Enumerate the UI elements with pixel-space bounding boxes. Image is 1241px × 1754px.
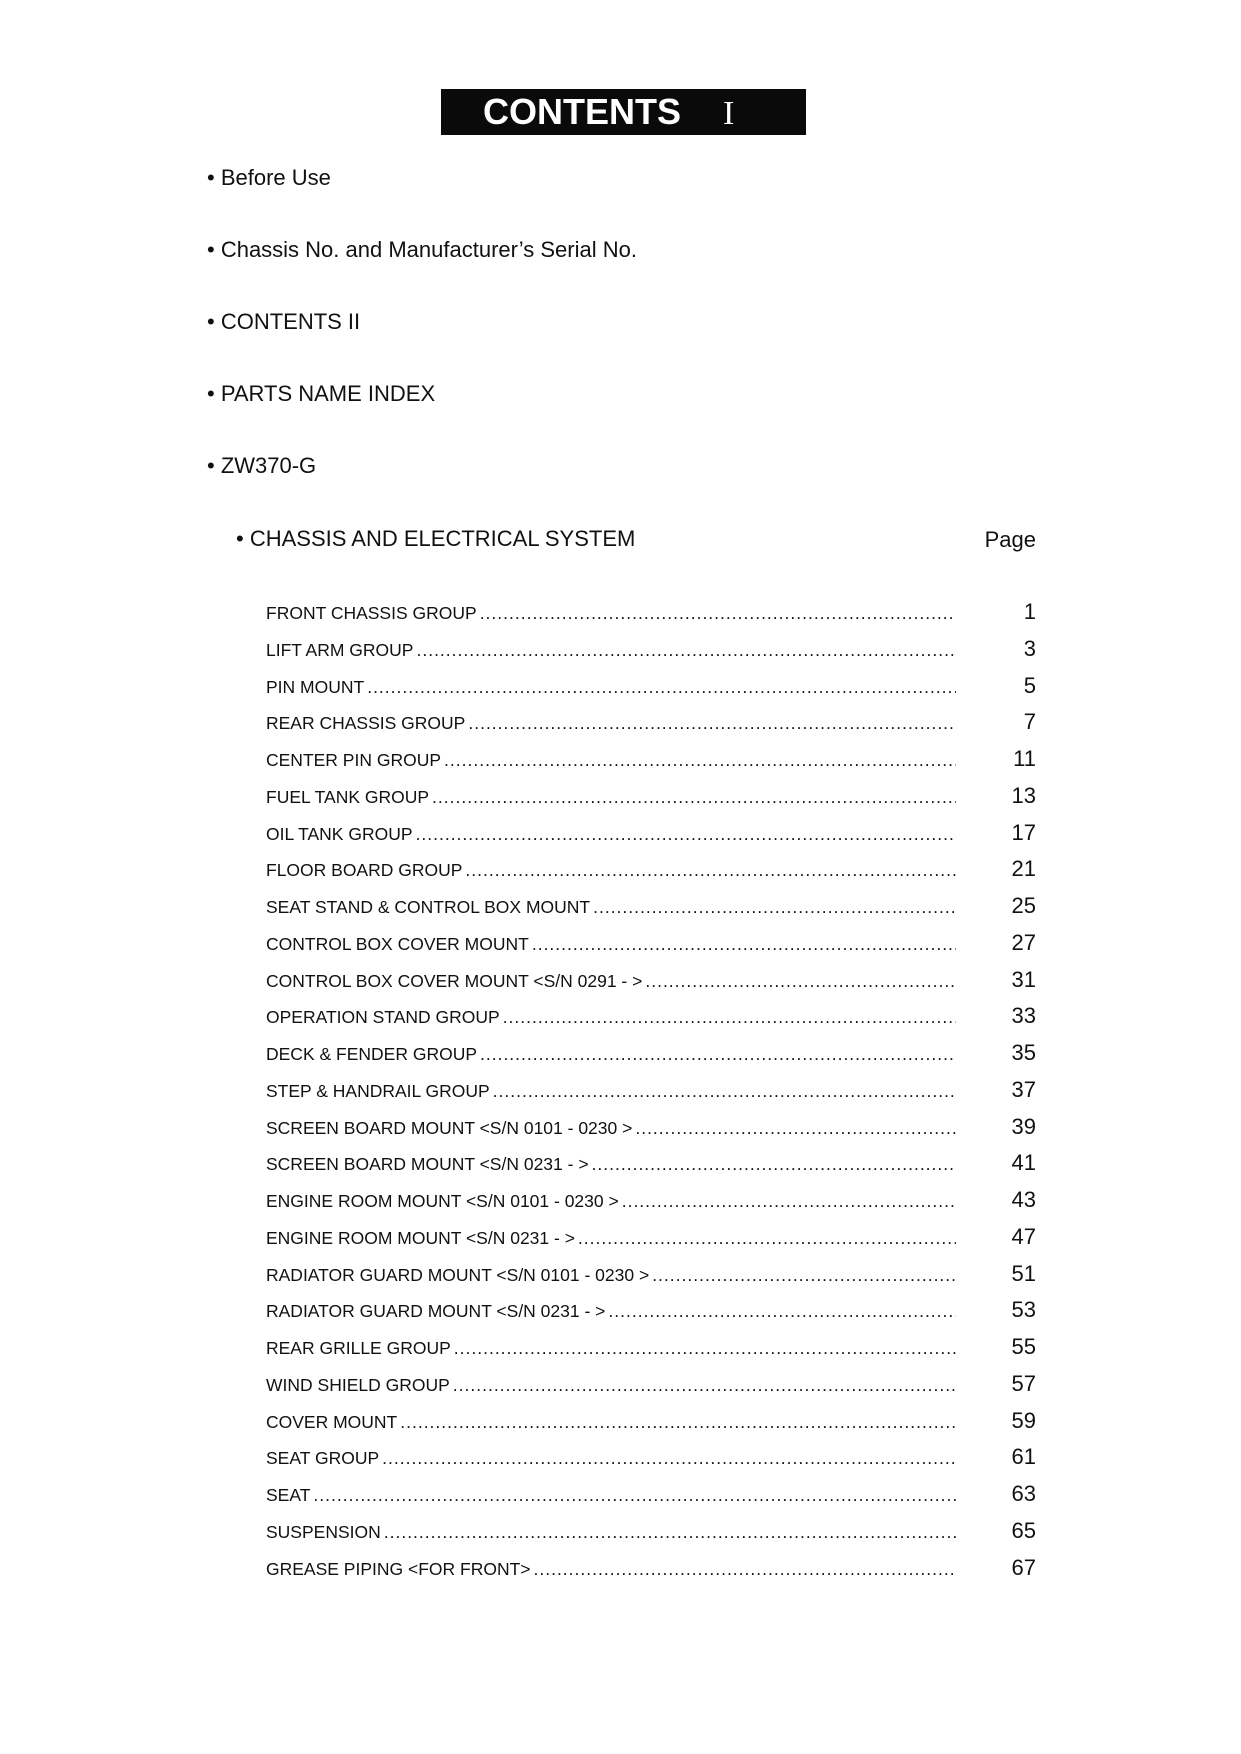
toc-row	[266, 1003, 1036, 1040]
dot-leader	[593, 897, 956, 918]
toc-row	[266, 783, 1036, 820]
toc-row	[266, 1150, 1036, 1187]
toc-entry-name: FRONT CHASSIS GROUP	[266, 603, 477, 623]
bullet-chassis-no: • Chassis No. and Manufacturer’s Serial No.	[207, 237, 637, 262]
page-title-numeral: I	[723, 95, 735, 132]
toc-row	[266, 856, 1036, 893]
toc-row	[266, 1555, 1036, 1592]
toc-row	[266, 1481, 1036, 1518]
toc-row	[266, 599, 1036, 636]
toc-entry-page: 59	[1011, 1407, 1036, 1433]
dot-leader	[592, 1154, 956, 1175]
toc-entry-page: 25	[1011, 893, 1036, 918]
toc-row	[266, 1114, 1036, 1151]
dot-leader	[454, 1338, 956, 1359]
dot-leader	[503, 1007, 956, 1028]
toc-entry-name: OIL TANK GROUP	[266, 823, 413, 844]
toc-row	[266, 1334, 1036, 1371]
toc-entry-page: 7	[1023, 709, 1036, 735]
dot-leader	[384, 1522, 956, 1543]
toc-row	[266, 893, 1036, 930]
dot-leader	[534, 1559, 957, 1580]
toc-entry-page: 21	[1011, 856, 1036, 882]
dot-leader	[645, 971, 956, 992]
toc-row	[266, 636, 1036, 673]
page-title	[441, 89, 806, 135]
dot-leader	[635, 1118, 956, 1139]
toc-row	[266, 1408, 1036, 1445]
toc-entry-name: SEAT GROUP	[266, 1448, 380, 1469]
toc-entry-name: CONTROL BOX COVER MOUNT <S/N 0291 - >	[266, 970, 643, 991]
toc-row	[266, 1444, 1036, 1481]
toc-row	[266, 1518, 1036, 1555]
toc-entry-page: 41	[1011, 1150, 1036, 1176]
bullet-contents-ii: • CONTENTS II	[207, 309, 361, 334]
dot-leader	[416, 824, 956, 845]
toc-entry-page: 13	[1011, 782, 1036, 808]
dot-leader	[313, 1485, 956, 1506]
toc-entry-page: 39	[1011, 1113, 1036, 1139]
bullet-parts-name-index: • PARTS NAME INDEX	[207, 381, 436, 406]
toc-entry-page: 51	[1011, 1260, 1036, 1286]
page-title-text: CONTENTS	[483, 91, 681, 132]
toc-entry-name: STEP & HANDRAIL GROUP	[266, 1080, 490, 1101]
toc-entry-page: 31	[1011, 966, 1036, 992]
toc-entry-page: 57	[1011, 1370, 1036, 1396]
dot-leader	[468, 713, 956, 734]
toc-row	[266, 1224, 1036, 1261]
toc-row	[266, 1297, 1036, 1334]
toc-row	[266, 709, 1036, 746]
toc-entry-page: 1	[1023, 599, 1036, 624]
dot-leader	[444, 750, 956, 771]
toc-entry-name: ENGINE ROOM MOUNT <S/N 0101 - 0230 >	[266, 1191, 619, 1211]
toc-entry-page: 55	[1011, 1334, 1036, 1359]
toc-row	[266, 967, 1036, 1004]
toc-entry-page: 33	[1011, 1003, 1036, 1029]
dot-leader	[622, 1191, 956, 1212]
toc-list	[266, 599, 1036, 1591]
dot-leader	[382, 1448, 956, 1469]
bullet-before-use: • Before Use	[207, 165, 331, 190]
toc-entry-page: 43	[1011, 1187, 1036, 1212]
toc-entry-name: GREASE PIPING <FOR FRONT>	[266, 1558, 531, 1579]
toc-row	[266, 746, 1036, 783]
toc-row	[266, 1187, 1036, 1224]
toc-entry-name: ENGINE ROOM MOUNT <S/N 0231 - >	[266, 1227, 575, 1248]
toc-entry-name: CENTER PIN GROUP	[266, 750, 442, 770]
toc-entry-name: SEAT	[266, 1485, 311, 1505]
toc-entry-name: PIN MOUNT	[266, 676, 365, 697]
toc-entry-name: OPERATION STAND GROUP	[266, 1007, 500, 1028]
dot-leader	[608, 1301, 956, 1322]
dot-leader	[480, 1044, 956, 1065]
toc-entry-name: REAR GRILLE GROUP	[266, 1338, 451, 1358]
toc-entry-name: DECK & FENDER GROUP	[266, 1044, 477, 1064]
toc-entry-name: SCREEN BOARD MOUNT <S/N 0231 - >	[266, 1154, 589, 1175]
dot-leader	[432, 787, 956, 808]
toc-entry-name: FUEL TANK GROUP	[266, 786, 430, 807]
toc-entry-name: REAR CHASSIS GROUP	[266, 713, 466, 734]
toc-entry-name: SCREEN BOARD MOUNT <S/N 0101 - 0230 >	[266, 1117, 633, 1138]
dot-leader	[465, 860, 956, 881]
dot-leader	[400, 1412, 956, 1433]
dot-leader	[532, 934, 956, 955]
toc-row	[266, 1077, 1036, 1114]
dot-leader	[652, 1265, 956, 1286]
bullet-model: • ZW370-G	[207, 453, 317, 478]
toc-entry-page: 61	[1011, 1444, 1036, 1470]
toc-entry-page: 35	[1011, 1040, 1036, 1065]
toc-row	[266, 1371, 1036, 1408]
toc-entry-name: RADIATOR GUARD MOUNT <S/N 0101 - 0230 >	[266, 1264, 650, 1285]
toc-entry-page: 27	[1011, 929, 1036, 955]
toc-entry-name: COVER MOUNT	[266, 1411, 398, 1432]
toc-entry-name: FLOOR BOARD GROUP	[266, 860, 463, 881]
toc-entry-page: 37	[1011, 1076, 1036, 1102]
toc-entry-page: 3	[1023, 635, 1036, 661]
toc-entry-page: 65	[1011, 1517, 1036, 1543]
toc-entry-name: LIFT ARM GROUP	[266, 639, 414, 660]
toc-entry-name: WIND SHIELD GROUP	[266, 1374, 450, 1395]
dot-leader	[578, 1228, 956, 1249]
toc-entry-page: 5	[1023, 672, 1036, 698]
toc-entry-page: 67	[1011, 1554, 1036, 1580]
toc-row	[266, 1040, 1036, 1077]
toc-row	[266, 1261, 1036, 1298]
toc-row	[266, 820, 1036, 857]
toc-entry-name: RADIATOR GUARD MOUNT <S/N 0231 - >	[266, 1301, 606, 1322]
dot-leader	[453, 1375, 956, 1396]
toc-row	[266, 930, 1036, 967]
toc-row	[266, 673, 1036, 710]
dot-leader	[480, 603, 956, 624]
dot-leader	[416, 640, 956, 661]
toc-entry-page: 53	[1011, 1297, 1036, 1323]
toc-entry-page: 63	[1011, 1481, 1036, 1506]
toc-entry-name: SEAT STAND & CONTROL BOX MOUNT	[266, 897, 591, 917]
toc-entry-name: CONTROL BOX COVER MOUNT	[266, 933, 529, 954]
section-heading: • CHASSIS AND ELECTRICAL SYSTEM	[236, 526, 636, 551]
page-column-label: Page	[984, 527, 1036, 552]
dot-leader	[367, 677, 956, 698]
toc-entry-page: 17	[1011, 819, 1036, 845]
toc-entry-name: SUSPENSION	[266, 1521, 381, 1542]
dot-leader	[493, 1081, 956, 1102]
toc-entry-page: 47	[1011, 1223, 1036, 1249]
toc-entry-page: 11	[1013, 746, 1036, 771]
